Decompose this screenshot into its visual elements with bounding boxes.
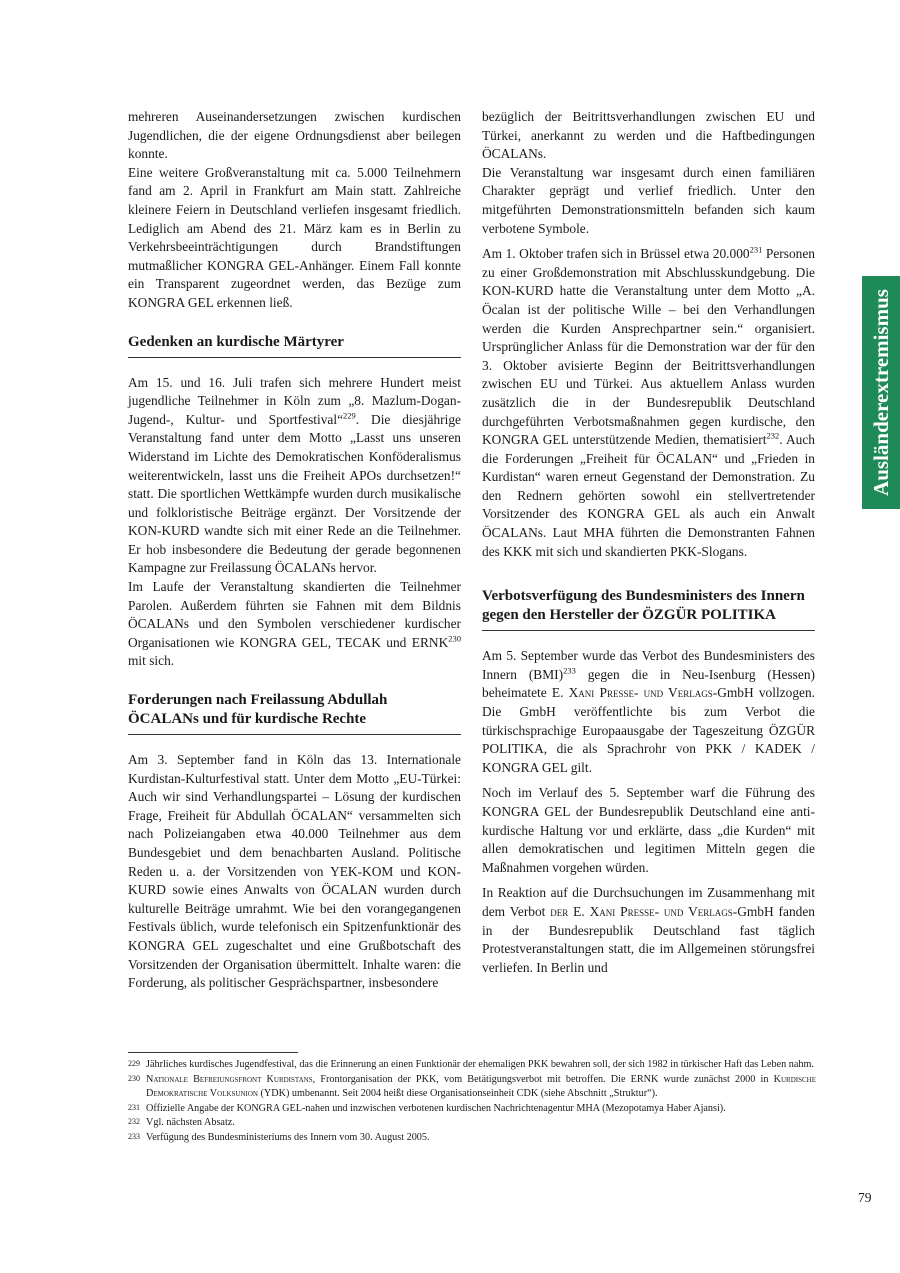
right-p6-text-a: In Reaktion auf die Durchsuchungen im Zusammenhang mit dem Verbot [482, 885, 815, 919]
footnote-231 [128, 1102, 816, 1117]
footnote-number: 232 [128, 1117, 140, 1127]
heading-demands: Forderungen nach Freilassung Abdullah ÖCALANs und für kurdische Rechte [128, 691, 461, 735]
footnote-number: 230 [128, 1073, 140, 1083]
footnote-text-part: (YDK) umbenannt. Seit 2004 heißt diese Organisationseinheit CDK (siehe Abschnitt „Struktur“). [257, 1088, 658, 1100]
section-tab [862, 276, 900, 509]
footnote-text-part: , Frontorganisation der PKK, vom Betätigungsverbot mit betroffen. Die ERNK wurde zunächst 2000 in [312, 1073, 774, 1085]
footnote-text-part: Offizielle Angabe der KONGRA GEL-nahen und inzwischen verbotenen kurdischen Nachrichtenagentur MHA (Mezopotamya Haber Ajansi). [146, 1102, 726, 1114]
footnote-text [146, 1058, 816, 1073]
footnote-233 [128, 1131, 816, 1146]
right-p6-publisher: der E. Xani Presse- und Verlags- [550, 903, 738, 919]
heading-ban-order: Verbotsverfügung des Bundesministers des Innern gegen den Hersteller der ÖZGÜR POLITIKA [482, 587, 815, 631]
footnote-text [146, 1073, 816, 1102]
footnotes [128, 1058, 816, 1146]
footnote-divider [128, 1052, 298, 1053]
footnote-ref-232[interactable]: 232 [766, 430, 780, 441]
right-p4-text-a: Am 5. September wurde das Verbot des Bundesministers des Innern (BMI) [482, 648, 815, 682]
footnote-text-part: Verfügung des Bundesministeriums des Innern vom 30. August 2005. [146, 1131, 430, 1143]
footnote-text-part: Vgl. nächsten Absatz. [146, 1117, 235, 1129]
right-paragraph-1: bezüglich der Beitrittsverhandlungen zwischen EU und Türkei, anerkannt zu werden und die Haftbedingungen ÖCALANs. [482, 109, 815, 162]
footnote-text [146, 1102, 816, 1117]
section-tab-label: Ausländerextremismus [868, 289, 893, 496]
footnote-ref-233[interactable]: 233 [563, 665, 576, 676]
footnote-229 [128, 1058, 816, 1073]
right-p4-text-d: GmbH vollzogen. Die GmbH veröffentlichte bis zum Verbot die türkischsprachige Europaausgabe der Tageszeitung ÖZGÜR POLITIKA, die als Sprachrohr von PKK / KADEK / KONGRA GEL gilt. [482, 685, 816, 775]
left-p3-text-a: Am 15. und 16. Juli trafen sich mehrere Hundert meist jugendliche Teilnehmer in Köln zum „8. Mazlum-Dogan-Jugend-, Kultur- und Sportfestival“ [128, 374, 461, 427]
right-p3-text-a: Am 1. Oktober trafen sich in Brüssel etwa 20.000 [482, 246, 750, 262]
right-p4-publisher: Xani Presse- und Verlags- [568, 685, 718, 701]
footnote-number: 229 [128, 1059, 140, 1068]
left-p4-text-b: mit sich. [128, 653, 175, 669]
left-column [128, 108, 461, 993]
footnote-number: 233 [128, 1131, 140, 1141]
footnote-232 [128, 1116, 816, 1131]
footnote-230 [128, 1073, 816, 1102]
right-paragraph-2: Die Veranstaltung war insgesamt durch einen familiären Charakter geprägt und verlief friedlich. Unter den mitgeführten Demonstrationsmitteln befanden sich kaum verbotene Symbole. [482, 164, 815, 236]
footnote-ref-229[interactable]: 229 [343, 410, 356, 421]
left-p3-text-b: . Die diesjährige Veranstaltung fand unter dem Motto „Lasst uns unseren Widerstand im Lichte des Demokratischen Konföderalismus weiterentwickeln, lasst uns die Freiheit APOs durchsetzen!“ statt. Die sportlichen Wettkämpfe wurden durch musikalische und folkloristische Beiträge ergänzt. Der Vorsitzende der KON-KURD wandte sich mit einer Rede an die Teilnehmer. Er hob insbesondere die Bedeutung der gerade begonnenen Kampagne zur Freilassung ÖCALANs hervor. [128, 411, 461, 576]
right-paragraph-6 [482, 884, 815, 977]
left-paragraph-2: Eine weitere Großveranstaltung mit ca. 5.000 Teilnehmern fand am 2. April in Frankfurt am Main statt. Zahlreiche kleinere Feiern in Deutschland verliefen insgesamt friedlich. Lediglich am Abend des 21. März kam es in Berlin zu Verkehrsbeeinträchtigungen durch Brandstiftungen mutmaßlicher KONGRA GEL-Anhänger. Einem Fall konnte ein Transparent zugeordnet werden, das Bezüge zum KONGRA GEL erkennen ließ. [128, 164, 461, 310]
footnote-text [146, 1131, 816, 1146]
right-p3-text-c: . Auch die Forderungen „Freiheit für ÖCALAN“ und „Frieden in Kurdistan“ waren erneut Gegenstand der Demonstration. Zu den Rednern gehörten sowohl ein stellvertretender Vorsitzender des KONGRA GEL als auch ein Anwalt ÖCALANs. Laut MHA führten die Demonstranten Fahnen des KKK mit sich und skandierten PKK-Slogans. [482, 432, 816, 559]
right-paragraph-4 [482, 647, 815, 777]
right-column [482, 108, 815, 977]
left-paragraph-5: Am 3. September fand in Köln das 13. Internationale Kurdistan-Kulturfestival statt. Unter dem Motto „EU-Türkei: Auch wir sind Verhandlungspartei – Lösung der kurdischen Frage, Freiheit für Abdullah ÖCALAN“ versammelten sich nach Polizeiangaben etwa 40.000 Teilnehmer aus dem Bundesgebiet und dem benachbarten Ausland. Politische Reden u. a. der Vorsitzenden von YEK-KOM und KON-KURD sowie eines Anwalts von ÖCALAN wurden durch kulturelle Beiträge umrahmt. Wie bei den vorangegangenen Festivals üblich, wurde telefonisch ein Spitzenfunktionär des KONGRA GEL zugeschaltet und eine Grußbotschaft des Vorsitzenden der Organisation übermittelt. Inhalte waren: die Forderung, als politischer Gesprächspartner, insbesondere [128, 752, 461, 991]
footnote-org-name: Nationale Befreiungsfront Kurdistans [146, 1073, 313, 1085]
right-paragraph-5: Noch im Verlauf des 5. September warf die Führung des KONGRA GEL der Bundesrepublik Deutschland eine anti-kurdische Haltung vor und erklärte, dass „die Kurden“ mit allen demokratischen und legitimen Mitteln gegen die Maßnahmen vorgehen würden. [482, 785, 815, 875]
footnote-text [146, 1116, 816, 1131]
footnote-org-name: Kurdische Demokratische Volksunion [146, 1073, 816, 1100]
page-number: 79 [858, 1190, 872, 1205]
footnote-number: 231 [128, 1102, 140, 1112]
left-paragraph-3 [128, 374, 461, 579]
right-p3-text-b: Personen zu einer Großdemonstration mit Abschlusskundgebung. Die KON-KURD hatte die Veranstaltung unter dem Motto „A. Öcalan ist der politische Wille – bei den Verhandlungen werden die Kurden Ansprechpartner sein.“ organisiert. Ursprünglicher Anlass für die Demonstration war der für den 3. Oktober avisierte Beginn der Beitrittsverhandlungen zwischen EU und Türkei. Aus aktuellem Anlass wurden zusätzlich die in der Bundesrepublik Deutschland durchgeführten Verbotsmaßnahmen gegen kurdische, den KONGRA GEL unterstützende Medien, thematisiert [482, 246, 815, 448]
footnote-ref-231[interactable]: 231 [749, 244, 763, 255]
left-paragraph-4 [128, 578, 461, 671]
right-p4-text-b: gegen die in Neu-Isenburg (Hessen) beheimatete E. [482, 666, 815, 701]
left-p4-text-a: Im Laufe der Veranstaltung skandierten die Teilnehmer Parolen. Außerdem führten sie Fahnen mit dem Bildnis ÖCALANs und den Symbolen verschiedener kurdischer Organisationen wie KONGRA GEL, TECAK und ERNK [128, 579, 461, 650]
footnote-text-part: Jährliches kurdisches Jugendfestival, das die Erinnerung an einen Funktionär der ehemaligen PKK bewahren soll, der sich 1982 in türkischer Haft das Leben nahm. [146, 1059, 814, 1070]
right-paragraph-3 [482, 245, 815, 561]
footnote-ref-230[interactable]: 230 [448, 633, 461, 644]
heading-martyrs: Gedenken an kurdische Märtyrer [128, 333, 461, 358]
right-p6-text-c: GmbH fanden in der Bundesrepublik Deutschland fast täglich Protestveranstaltungen statt, die im Allgemeinen störungsfrei verliefen. In Berlin und [482, 903, 815, 975]
left-paragraph-1: mehreren Auseinandersetzungen zwischen kurdischen Jugendlichen, die der eigene Ordnungsdienst aber beilegen konnte. [128, 109, 461, 162]
